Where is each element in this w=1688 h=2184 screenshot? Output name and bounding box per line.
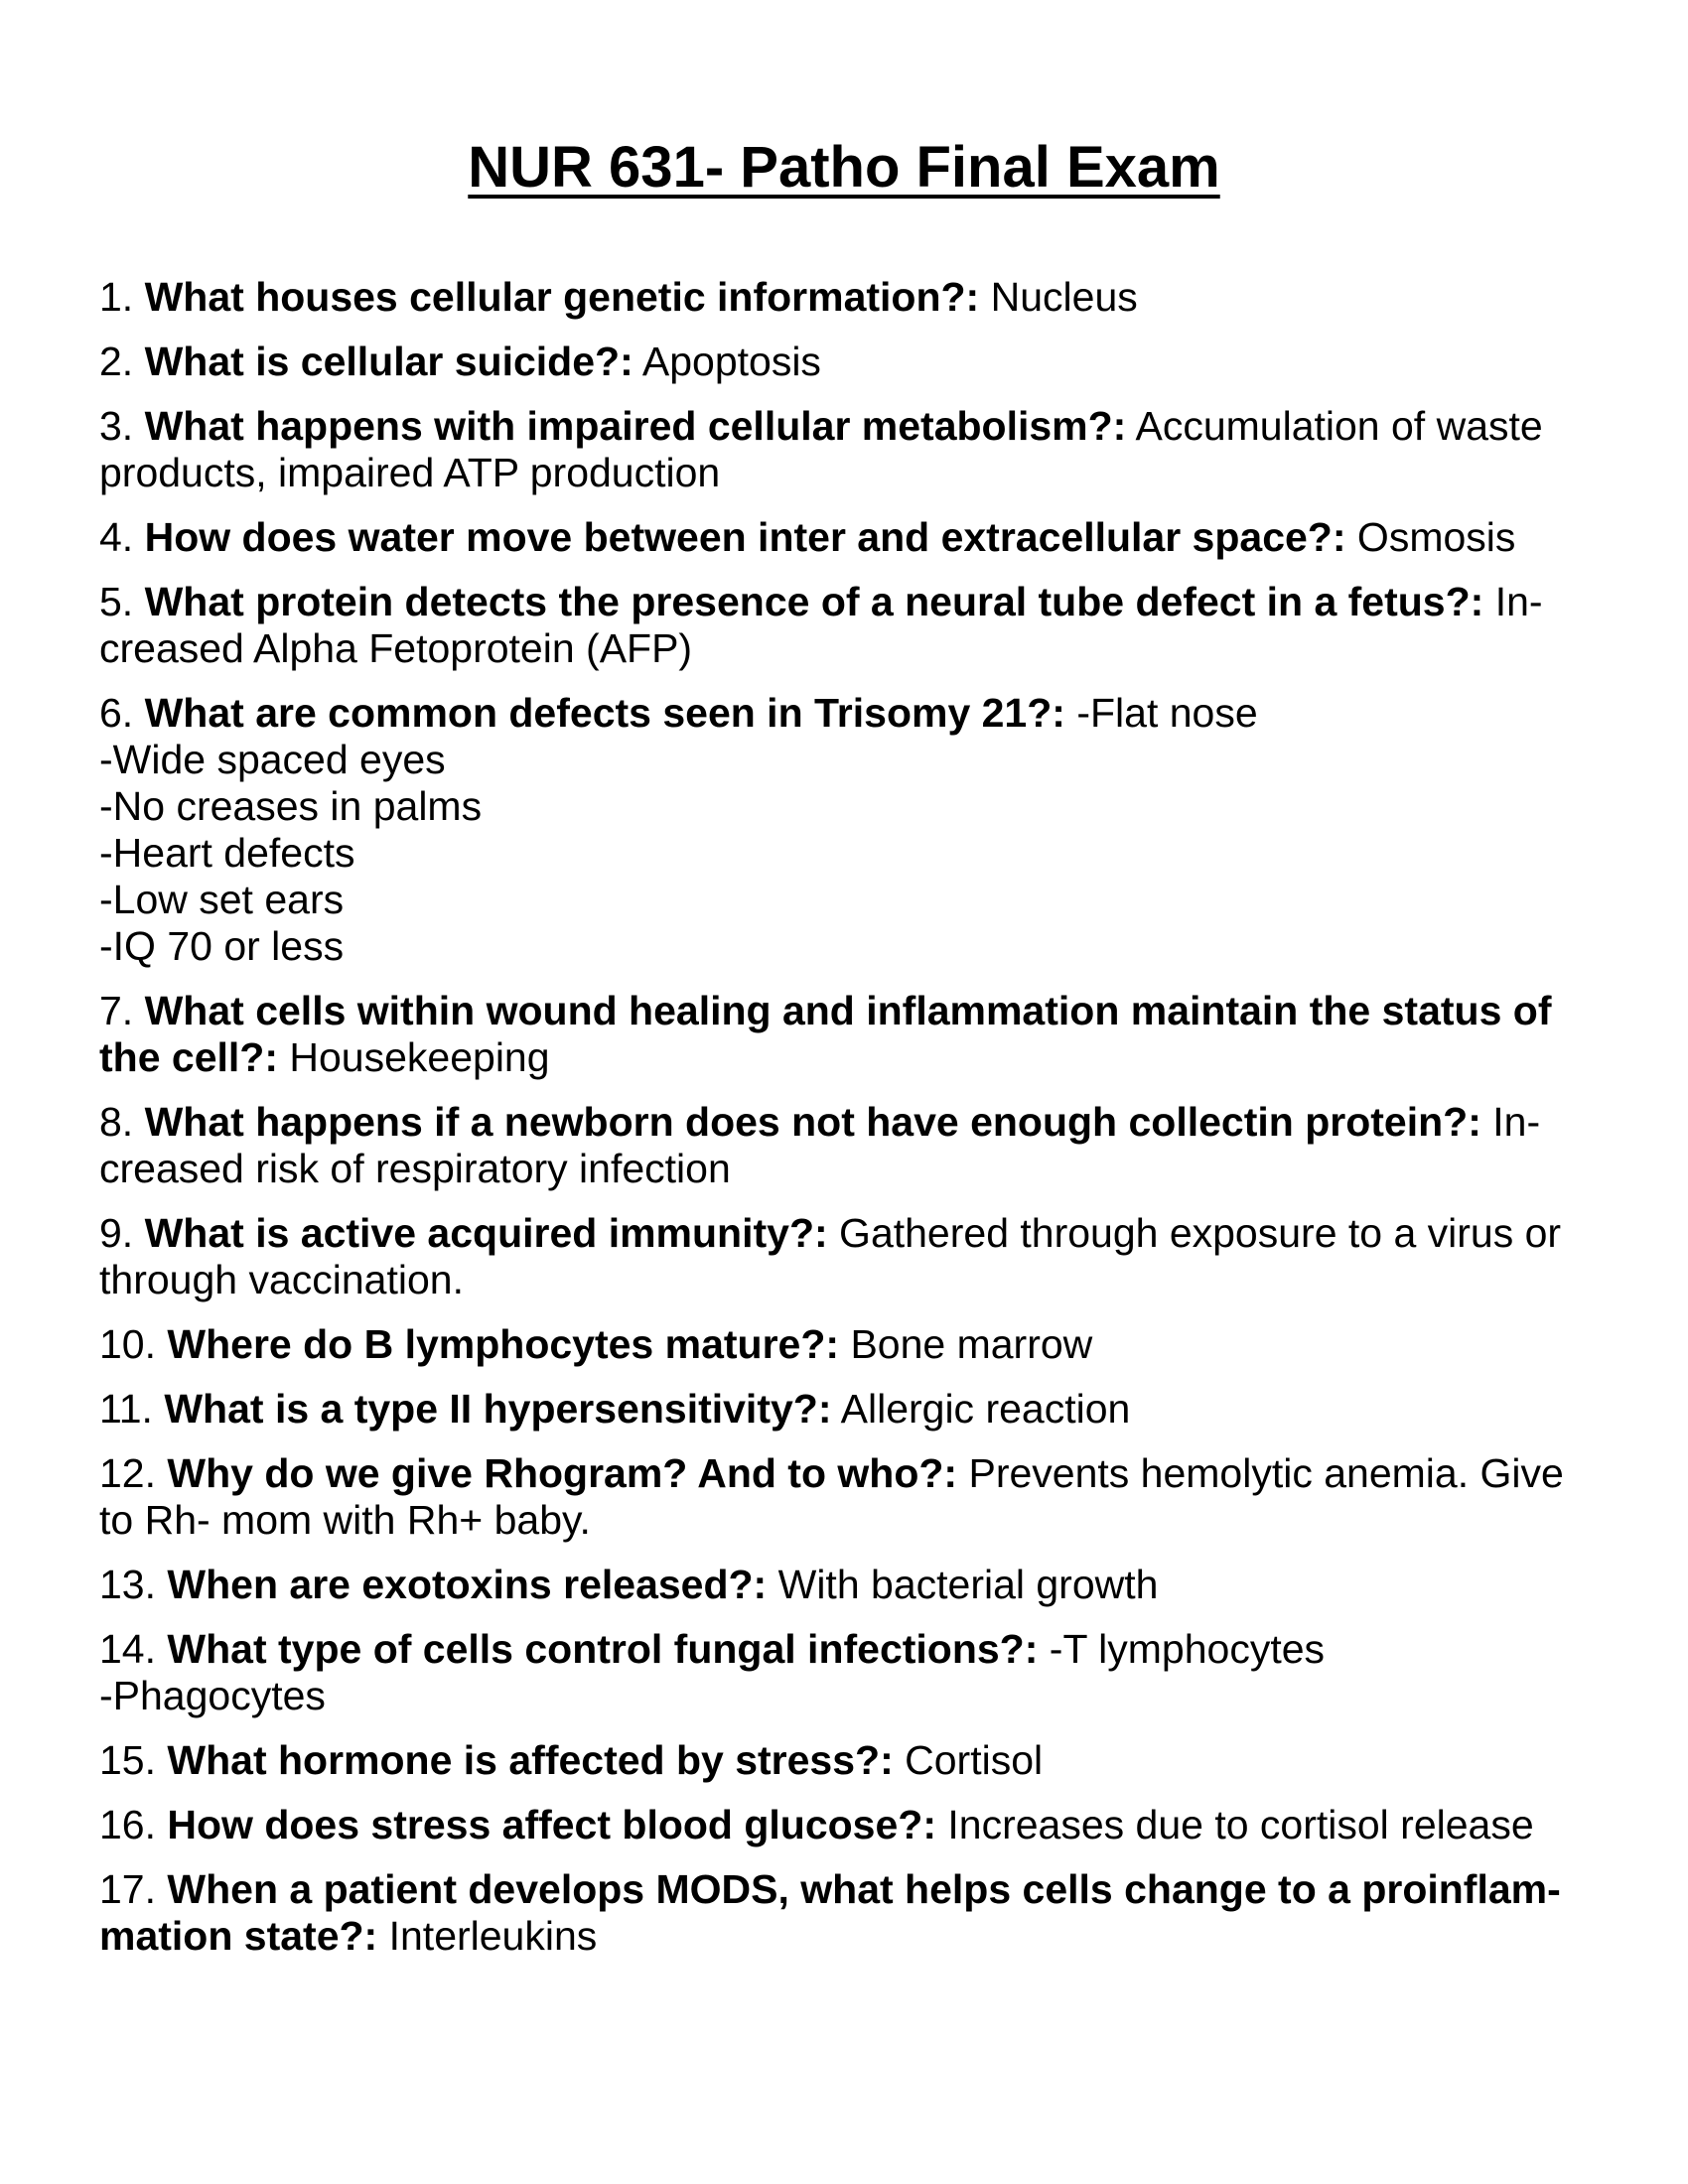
question-text: What are common defects seen in Trisomy 21?:: [144, 690, 1065, 736]
question-text: What happens if a newborn does not have enough collectin protein?:: [144, 1099, 1481, 1145]
question-text: What protein detects the presence of a neural tube defect in a fetus?:: [144, 579, 1484, 624]
question-text: What hormone is affected by stress?:: [167, 1737, 894, 1783]
answer-line: -No creases in palms: [99, 783, 483, 829]
question-item-1: [99, 274, 1609, 321]
question-item-4: [99, 514, 1609, 561]
answer-text: -Flat nose: [1076, 690, 1258, 736]
question-item-9: [99, 1210, 1609, 1303]
question-number: 14.: [99, 1626, 156, 1672]
answer-text: Osmosis: [1356, 514, 1516, 560]
question-item-8: [99, 1099, 1609, 1192]
answer-line: -Phagocytes: [99, 1673, 326, 1718]
question-item-3: [99, 403, 1609, 496]
question-number: 10.: [99, 1321, 156, 1367]
answer-line: -Wide spaced eyes: [99, 737, 446, 782]
question-item-14: [99, 1626, 1609, 1719]
question-number: 4.: [99, 514, 134, 560]
question-text: What is active acquired immunity?:: [144, 1210, 828, 1256]
question-text: What is a type II hypersensitivity?:: [164, 1386, 832, 1432]
question-text: When are exotoxins released?:: [167, 1562, 768, 1607]
page-title: NUR 631- Patho Final Exam: [468, 135, 1220, 200]
answer-text: -T lymphocytes: [1049, 1626, 1326, 1672]
answer-text: In- creased risk of respiratory infection: [99, 1099, 1541, 1191]
question-number: 16.: [99, 1802, 156, 1847]
question-text: What type of cells control fungal infections?:: [167, 1626, 1039, 1672]
question-number: 8.: [99, 1099, 134, 1145]
question-text: Where do B lymphocytes mature?:: [167, 1321, 840, 1367]
answer-line: -IQ 70 or less: [99, 923, 345, 969]
answer-text: Nucleus: [990, 274, 1138, 320]
question-list: [99, 274, 1609, 1978]
question-text: What happens with impaired cellular metabolism?:: [144, 403, 1127, 449]
question-item-16: [99, 1802, 1609, 1848]
answer-line: -Low set ears: [99, 877, 345, 922]
question-text: What is cellular suicide?:: [144, 339, 633, 384]
question-item-15: [99, 1737, 1609, 1784]
question-number: 1.: [99, 274, 134, 320]
question-number: 13.: [99, 1562, 156, 1607]
question-item-5: [99, 579, 1609, 672]
question-text: When a patient develops MODS, what helps cells change to a proinflam- mation state?:: [99, 1866, 1561, 1959]
answer-text: Increases due to cortisol release: [947, 1802, 1534, 1847]
answer-text: Housekeeping: [289, 1034, 550, 1080]
answer-text: Allergic reaction: [840, 1386, 1131, 1432]
question-number: 12.: [99, 1450, 156, 1496]
question-text: How does water move between inter and extracellular space?:: [144, 514, 1346, 560]
answer-text: Prevents hemolytic anemia. Give to Rh- mom with Rh+ baby.: [99, 1450, 1564, 1543]
question-number: 11.: [99, 1386, 153, 1432]
answer-text: In- creased Alpha Fetoprotein (AFP): [99, 579, 1543, 671]
question-item-17: [99, 1866, 1609, 1960]
question-text: What cells within wound healing and inflammation maintain the status of the cell?:: [99, 988, 1552, 1080]
question-number: 15.: [99, 1737, 156, 1783]
answer-text: Bone marrow: [850, 1321, 1093, 1367]
question-number: 3.: [99, 403, 134, 449]
question-item-7: [99, 988, 1609, 1081]
question-item-10: [99, 1321, 1609, 1368]
answer-text: Interleukins: [388, 1913, 598, 1959]
question-text: How does stress affect blood glucose?:: [167, 1802, 936, 1847]
question-number: 5.: [99, 579, 134, 624]
question-item-11: [99, 1386, 1609, 1433]
question-number: 6.: [99, 690, 134, 736]
answer-text: Accumulation of waste products, impaired ATP production: [99, 403, 1543, 495]
answer-text: Gathered through exposure to a virus or through vaccination.: [99, 1210, 1562, 1302]
answer-line: -Heart defects: [99, 830, 355, 876]
question-item-6: [99, 690, 1609, 970]
question-number: 7.: [99, 988, 134, 1033]
question-number: 17.: [99, 1866, 156, 1912]
question-text: What houses cellular genetic information?:: [144, 274, 980, 320]
answer-text: Apoptosis: [641, 339, 821, 384]
question-item-13: [99, 1562, 1609, 1608]
answer-text: Cortisol: [905, 1737, 1044, 1783]
question-number: 2.: [99, 339, 134, 384]
question-number: 9.: [99, 1210, 134, 1256]
question-item-2: [99, 339, 1609, 385]
question-item-12: [99, 1450, 1609, 1544]
answer-text: With bacterial growth: [777, 1562, 1159, 1607]
question-text: Why do we give Rhogram? And to who?:: [167, 1450, 958, 1496]
